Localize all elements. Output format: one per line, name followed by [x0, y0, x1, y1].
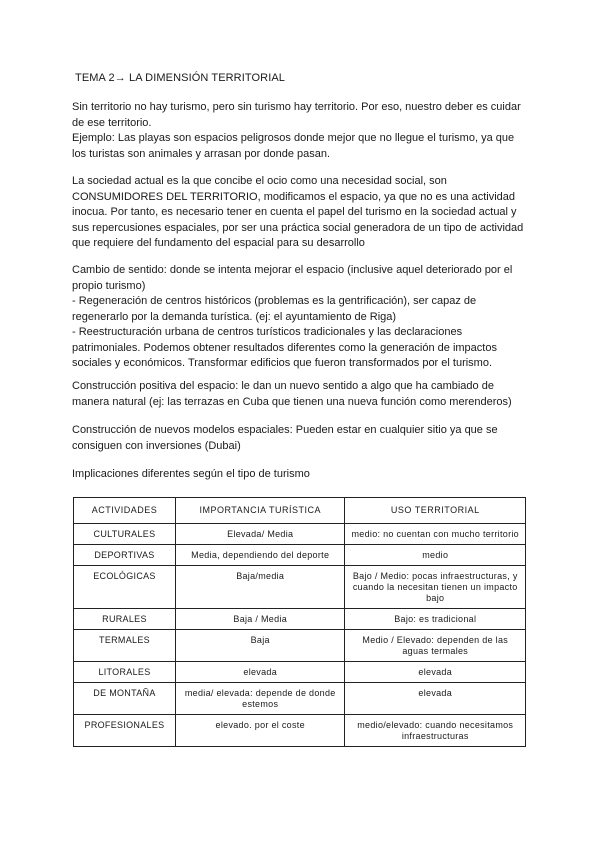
table-cell: elevado. por el coste: [175, 715, 345, 747]
table-header-row: [74, 498, 526, 524]
positive-construction-paragraph: [72, 379, 532, 410]
table-row: [74, 524, 526, 545]
table-cell: elevada: [345, 683, 526, 715]
table-row: [74, 566, 526, 609]
text-line: La sociedad actual es la que concibe el ocio como una necesidad social, son: [72, 175, 447, 187]
column-header: ACTIVIDADES: [74, 498, 176, 524]
table-cell: Media, dependiendo del deporte: [175, 545, 345, 566]
table-cell: Baja / Media: [175, 609, 345, 630]
table-cell: Baja/media: [175, 566, 345, 609]
table-cell: RURALES: [74, 609, 176, 630]
text-line: sus repercusiones espaciales, por ser una práctica social generadora de un tipo de actividad: [72, 221, 524, 234]
text-line: regenerarlo por la demanda turística. (ej: el ayuntamiento de Riga): [72, 310, 397, 323]
text-line: de ese territorio.: [72, 116, 152, 129]
text-line: - Regeneración de centros históricos (problemas es la gentrificación), ser capaz de: [72, 295, 477, 307]
table-cell: Elevada/ Media: [175, 524, 345, 545]
table-row: [74, 683, 526, 715]
table-cell: elevada: [175, 662, 345, 683]
new-models-paragraph: [72, 423, 532, 454]
text-line: sociales y económicos. Transformar edificios que fueron transformados por el turismo.: [72, 357, 493, 369]
text-line: manera natural (ej: las terrazas en Cuba que tienen una nueva función como merenderos): [72, 395, 512, 408]
table-cell: Medio / Elevado: dependen de las aguas termales: [345, 630, 526, 662]
text-line: los turistas son animales y arrasan por donde pasan.: [72, 147, 331, 160]
text-line: Cambio de sentido: donde se intenta mejorar el espacio (inclusive aquel deteriorado por el: [72, 264, 513, 276]
text-line: patrimoniales. Podemos obtener resultados diferentes como la generación de impactos: [72, 341, 497, 354]
page-title: TEMA 2→ LA DIMENSIÓN TERRITORIAL: [75, 72, 286, 84]
table-cell: Bajo: es tradicional: [345, 609, 526, 630]
table-row: [74, 609, 526, 630]
table-cell: PROFESIONALES: [74, 715, 176, 747]
column-header: USO TERRITORIAL: [345, 498, 526, 524]
table-cell: DEPORTIVAS: [74, 545, 176, 566]
table-cell: Baja: [175, 630, 345, 662]
table-row: [74, 715, 526, 747]
table-cell: TERMALES: [74, 630, 176, 662]
table-cell: elevada: [345, 662, 526, 683]
table-cell: medio: [345, 545, 526, 566]
change-paragraph: [72, 263, 532, 372]
text-line: Construcción de nuevos modelos espaciales: Pueden estar en cualquier sitio ya que se: [72, 424, 498, 436]
table-cell: LITORALES: [74, 662, 176, 683]
table-row: [74, 662, 526, 683]
table-cell: media/ elevada: depende de donde estemos: [175, 683, 345, 715]
tourism-table: [73, 497, 526, 747]
table-cell: medio: no cuentan con mucho territorio: [345, 524, 526, 545]
text-line: que requiere del fundamento del espacial para su desarrollo: [72, 237, 365, 249]
table-row: [74, 545, 526, 566]
text-line: Sin territorio no hay turismo, pero sin turismo hay territorio. Por eso, nuestro deber es cuidar: [72, 101, 521, 113]
text-line: Ejemplo: Las playas son espacios peligrosos donde mejor que no llegue el turismo, ya que: [72, 132, 515, 144]
text-line: inocua. Por tanto, es necesario tener en cuenta el papel del turismo en la sociedad actual y: [72, 206, 517, 218]
text-line: Construcción positiva del espacio: le dan un nuevo sentido a algo que ha cambiado de: [72, 380, 494, 392]
table-cell: ECOLÓGICAS: [74, 566, 176, 609]
table-caption: Implicaciones diferentes según el tipo de turismo: [72, 468, 310, 480]
table-cell: medio/elevado: cuando necesitamos infraestructuras: [345, 715, 526, 747]
column-header: IMPORTANCIA TURÍSTICA: [175, 498, 345, 524]
intro-paragraph: [72, 100, 532, 162]
table-cell: CULTURALES: [74, 524, 176, 545]
text-line: CONSUMIDORES DEL TERRITORIO, modificamos el espacio, ya que no es una actividad: [72, 190, 516, 203]
table-cell: DE MONTAÑA: [74, 683, 176, 715]
society-paragraph: [72, 174, 532, 252]
text-line: consiguen con inversiones (Dubai): [72, 439, 241, 452]
table-cell: Bajo / Medio: pocas infraestructuras, y cuando la necesitan tienen un impacto bajo: [345, 566, 526, 609]
table-row: [74, 630, 526, 662]
text-line: propio turismo): [72, 279, 146, 292]
text-line: - Reestructuración urbana de centros turísticos tradicionales y las declaraciones: [72, 326, 463, 338]
